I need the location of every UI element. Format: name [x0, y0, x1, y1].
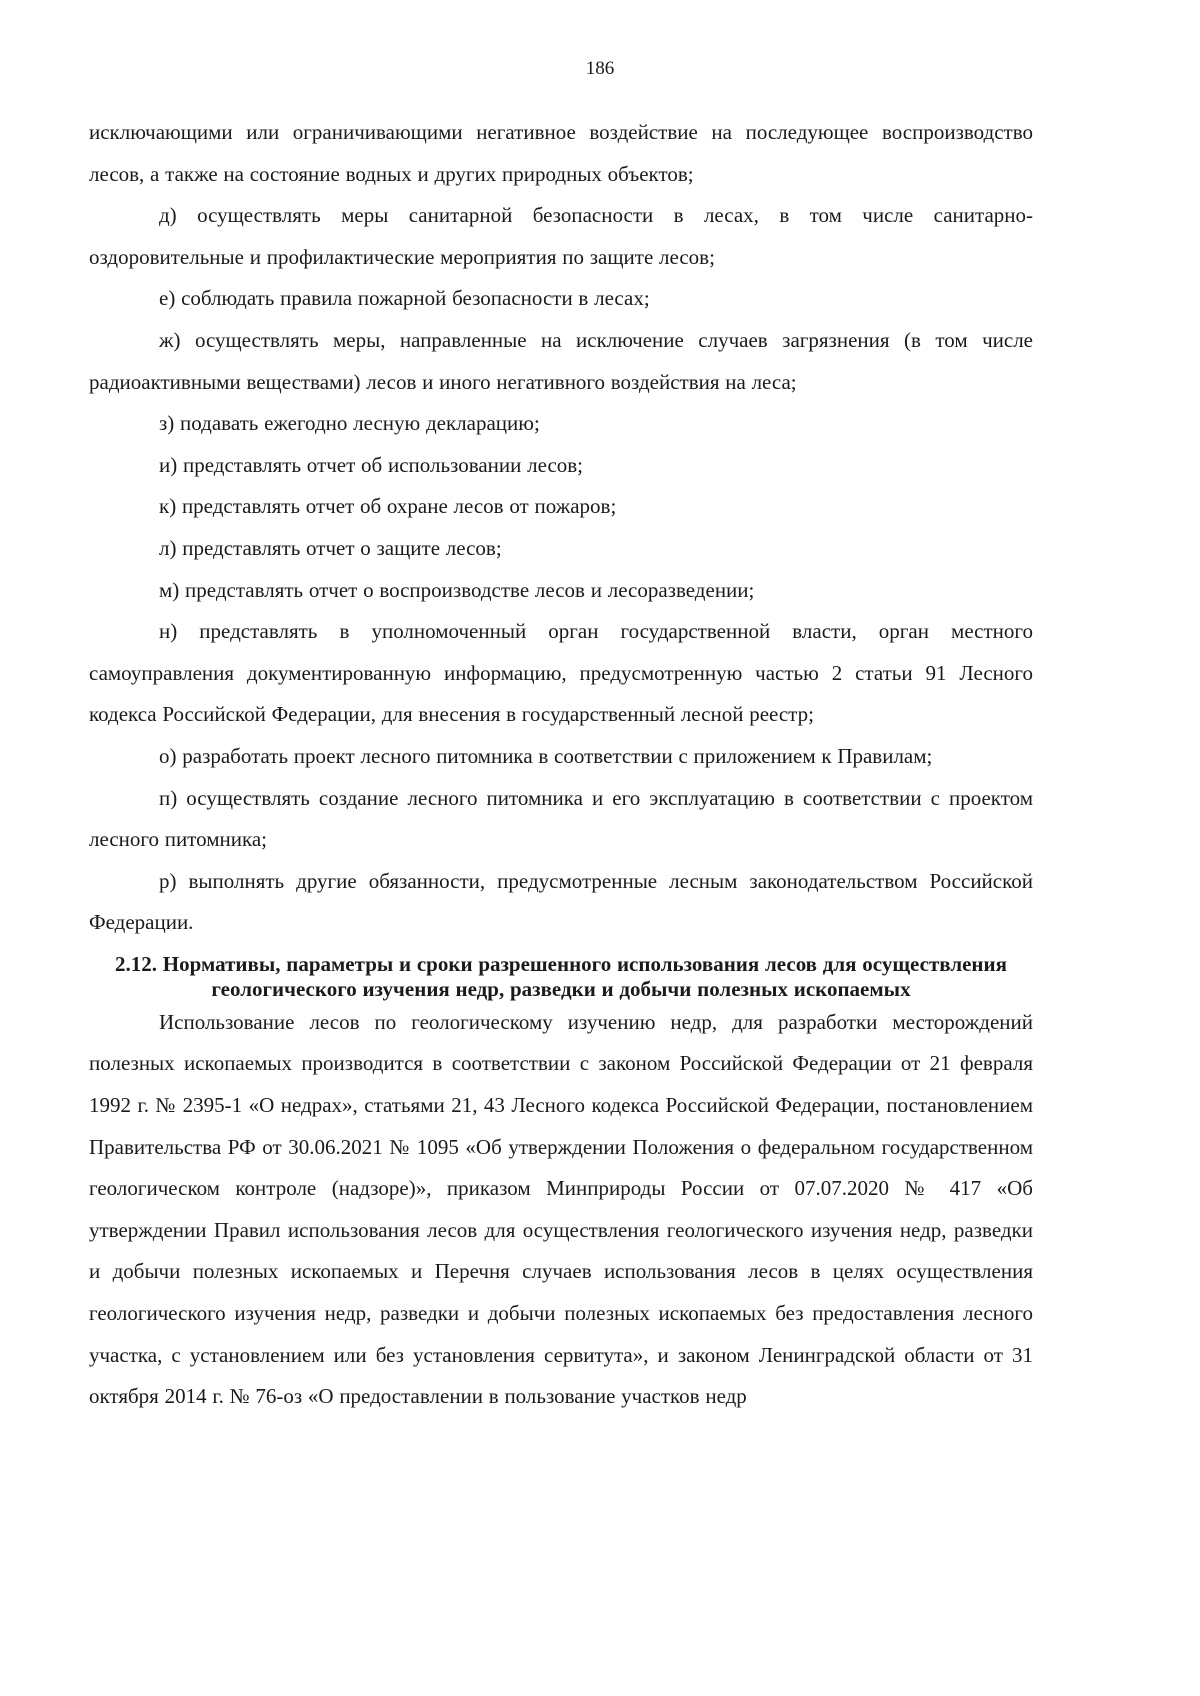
section-heading: 2.12. Нормативы, параметры и сроки разрешенного использования лесов для осуществления геологического изучения недр, разведки и добычи полезных ископаемых — [115, 951, 1007, 1001]
list-item-e: е) соблюдать правила пожарной безопасности в лесах; — [159, 286, 650, 311]
list-item-r: р) выполнять другие обязанности, предусмотренные лесным законодательством Российской Федерации. — [89, 868, 1033, 935]
paragraph: исключающими или ограничивающими негативное воздействие на последующее воспроизводство лесов, а также на состояние водных и других природных объектов; — [89, 120, 1033, 186]
list-item-d: д) осуществлять меры санитарной безопасности в лесах, в том числе санитарно-оздоровительные и профилактические мероприятия по защите лесов; — [89, 203, 1033, 269]
page-number: 186 — [585, 58, 615, 79]
list-item-m: м) представлять отчет о воспроизводстве лесов и лесоразведении; — [159, 577, 755, 602]
list-item-zh: ж) осуществлять меры, направленные на исключение случаев загрязнения (в том числе радиоактивными веществами) лесов и иного негативного воздействия на леса; — [89, 327, 1033, 394]
list-item-l: л) представлять отчет о защите лесов; — [159, 535, 502, 560]
list-item-i: и) представлять отчет об использовании лесов; — [159, 452, 584, 477]
list-item-z: з) подавать ежегодно лесную декларацию; — [159, 411, 540, 436]
list-item-k: к) представлять отчет об охране лесов от пожаров; — [159, 494, 617, 519]
list-item-p: п) осуществлять создание лесного питомника и его эксплуатацию в соответствии с проектом лесного питомника; — [89, 785, 1033, 852]
paragraph: Использование лесов по геологическому изучению недр, для разработки месторождений полезных ископаемых производится в соответствии с законом Российской Федерации от 21 февраля 1992 г. № 2395-1 «О недрах», статьями 21, 43 Лесного кодекса Российской Федерации, постановлением Правительства РФ от 30.06.2021 № 1095 «Об утверждении Положения о федеральном государственном геологическом контроле (надзоре)», приказом Минприроды России от 07.07.2020 № 417 «Об утверждении Правил использования лесов для осуществления геологического изучения недр, разведки и добычи полезных ископаемых и Перечня случаев использования лесов в целях осуществления геологического изучения недр, разведки и добычи полезных ископаемых без предоставления лесного участка, с установлением или без установления сервитута», и законом Ленинградской области от 31 октября 2014 г. № 76-оз «О предоставлении в пользование участков недр — [89, 1009, 1033, 1409]
list-item-n: н) представлять в уполномоченный орган государственной власти, орган местного самоуправления документированную информацию, предусмотренную частью 2 статьи 91 Лесного кодекса Российской Федерации, для внесения в государственный лесной реестр; — [89, 619, 1033, 727]
document-body — [89, 112, 1033, 1418]
list-item-o: о) разработать проект лесного питомника в соответствии с приложением к Правилам; — [159, 743, 933, 768]
